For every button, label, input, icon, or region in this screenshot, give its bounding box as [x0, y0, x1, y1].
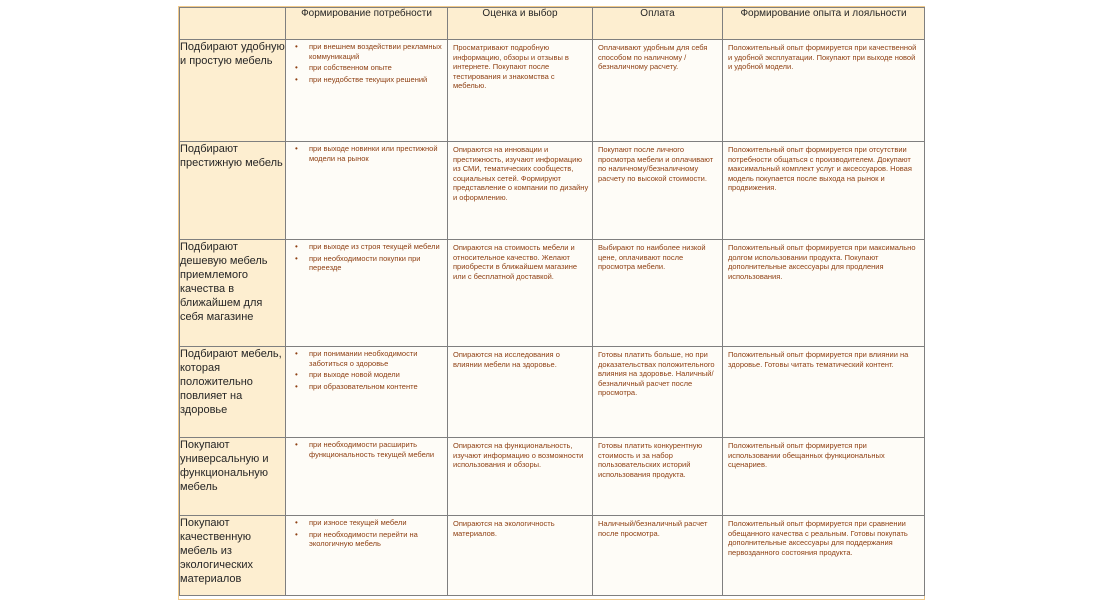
evaluation-cell	[448, 516, 593, 596]
row-segment: Подбирают дешевую мебель приемлемого качества в ближайшем для себя магазине	[180, 240, 286, 347]
loyalty-cell	[723, 40, 925, 142]
need-cell	[286, 347, 448, 438]
table-row	[180, 142, 925, 240]
loyalty-text: Положительный опыт формируется при сравнении обещанного качества с реальным. Готовы покупать дополнительные аксессуары для поддержания первозданного состояния продукта.	[728, 519, 908, 557]
payment-text: Готовы платить больше, но при доказательствах положительного влияния на здоровье. Наличный/безналичный расчет после просмотра.	[598, 350, 715, 397]
loyalty-cell	[723, 142, 925, 240]
need-cell	[286, 40, 448, 142]
need-cell	[286, 142, 448, 240]
need-item: • при выходе из строя текущей мебели	[286, 242, 445, 252]
need-item: • при необходимости покупки при переезде	[286, 254, 445, 273]
row-segment: Покупают универсальную и функциональную мебель	[180, 438, 286, 516]
row-segment: Покупают качественную мебель из экологических материалов	[180, 516, 286, 596]
payment-text: Покупают после личного просмотра мебели и оплачивают по наличному/безналичному расчету по высокой стоимости.	[598, 145, 714, 183]
payment-cell	[593, 516, 723, 596]
payment-cell	[593, 240, 723, 347]
payment-text: Наличный/безналичный расчет после просмотра.	[598, 519, 708, 538]
evaluation-text: Просматривают подробную информацию, обзоры и отзывы в интернете. Покупают после тестирования и знакомства с мебелью.	[453, 43, 569, 90]
need-item: • при собственном опыте	[286, 63, 445, 73]
evaluation-text: Опираются на стоимость мебели и относительное качество. Желают приобрести в ближайшем магазине или с бесплатной доставкой.	[453, 243, 578, 281]
evaluation-cell	[448, 347, 593, 438]
need-item: • при необходимости перейти на экологичную мебель	[286, 530, 445, 549]
evaluation-cell	[448, 142, 593, 240]
loyalty-cell	[723, 240, 925, 347]
need-item: • при образовательном контенте	[286, 382, 445, 392]
loyalty-cell	[723, 347, 925, 438]
table-row	[180, 40, 925, 142]
evaluation-text: Опираются на инновации и престижность, изучают информацию из СМИ, тематических сообществ, социальных сетей. Формируют представление о компании по дизайну и оформлению.	[453, 145, 589, 202]
row-segment: Подбирают удобную и простую мебель	[180, 40, 286, 142]
loyalty-text: Положительный опыт формируется при качественной и удобной эксплуатации. Покупают при выходе новой и удобной модели.	[728, 43, 917, 71]
loyalty-text: Положительный опыт формируется при отсутствии потребности общаться с производителем. Докупают максимальный комплект услуг и аксессуаров. Новая модель покупается после выхода на рынок и продвижения.	[728, 145, 912, 192]
loyalty-cell	[723, 516, 925, 596]
header-row	[180, 8, 925, 40]
need-item: • при внешнем воздействии рекламных коммуникаций	[286, 42, 445, 61]
table-row	[180, 516, 925, 596]
table-row	[180, 347, 925, 438]
header-corner	[180, 8, 286, 40]
evaluation-text: Опираются на исследования о влиянии мебели на здоровье.	[453, 350, 560, 369]
evaluation-cell	[448, 40, 593, 142]
table-row	[180, 240, 925, 347]
need-item: • при износе текущей мебели	[286, 518, 445, 528]
payment-cell	[593, 347, 723, 438]
header-evaluation: Оценка и выбор	[448, 8, 593, 40]
need-cell	[286, 240, 448, 347]
need-item: • при выходе новинки или престижной модели на рынок	[286, 144, 445, 163]
loyalty-text: Положительный опыт формируется при влиянии на здоровье. Готовы читать тематический контент.	[728, 350, 909, 369]
evaluation-text: Опираются на функциональность, изучают информацию о возможности использования и обзоры.	[453, 441, 584, 469]
need-cell	[286, 516, 448, 596]
evaluation-cell	[448, 438, 593, 516]
need-item: • при необходимости расширить функциональность текущей мебели	[286, 440, 445, 459]
evaluation-cell	[448, 240, 593, 347]
need-item: • при понимании необходимости заботиться о здоровье	[286, 349, 445, 368]
row-segment: Подбирают мебель, которая положительно повлияет на здоровье	[180, 347, 286, 438]
payment-text: Выбирают по наиболее низкой цене, оплачивают после просмотра мебели.	[598, 243, 706, 271]
payment-cell	[593, 142, 723, 240]
loyalty-cell	[723, 438, 925, 516]
need-cell	[286, 438, 448, 516]
payment-cell	[593, 438, 723, 516]
header-payment: Оплата	[593, 8, 723, 40]
loyalty-text: Положительный опыт формируется при использовании обещанных функциональных сценариев.	[728, 441, 885, 469]
row-segment: Подбирают престижную мебель	[180, 142, 286, 240]
table-row	[180, 438, 925, 516]
loyalty-text: Положительный опыт формируется при максимально долгом использовании продукта. Покупают дополнительные аксессуары для продления использования.	[728, 243, 916, 281]
header-need: Формирование потребности	[286, 8, 448, 40]
payment-text: Оплачивают удобным для себя способом по наличному / безналичному расчету.	[598, 43, 708, 71]
customer-journey-table	[179, 7, 925, 596]
need-item: • при выходе новой модели	[286, 370, 445, 380]
need-item: • при неудобстве текущих решений	[286, 75, 445, 85]
header-loyalty: Формирование опыта и лояльности	[723, 8, 925, 40]
evaluation-text: Опираются на экологичность материалов.	[453, 519, 555, 538]
payment-cell	[593, 40, 723, 142]
payment-text: Готовы платить конкурентную стоимость и за набор пользовательских историй использования продукта.	[598, 441, 703, 479]
